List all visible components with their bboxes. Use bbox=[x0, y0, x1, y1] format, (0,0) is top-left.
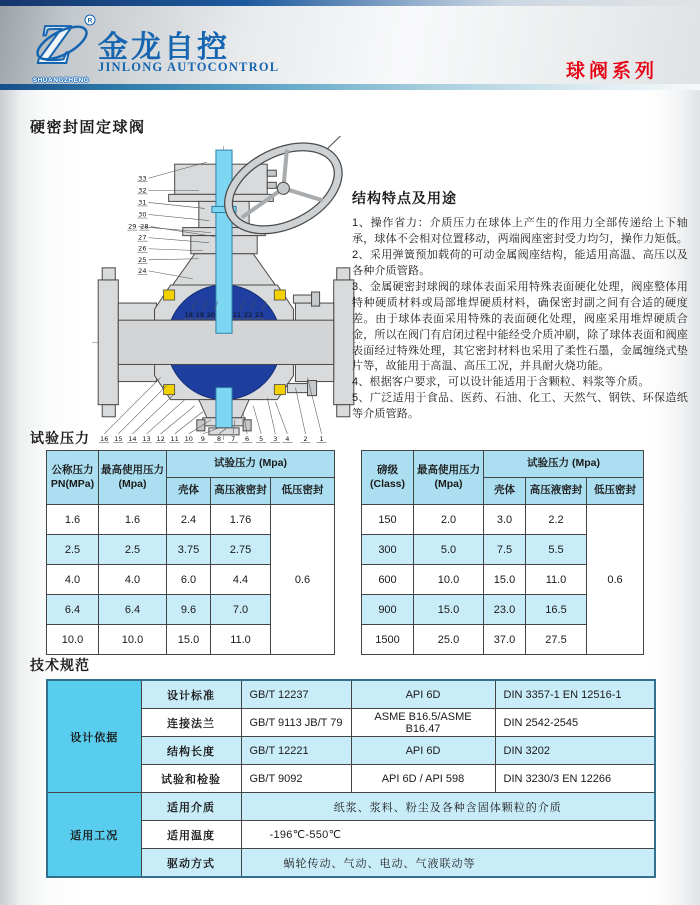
features-section bbox=[352, 188, 688, 423]
col-header-span: 试验压力 (Mpa) bbox=[484, 451, 644, 478]
cell: 900 bbox=[362, 595, 414, 625]
logo-z-glyph: Z bbox=[38, 14, 73, 76]
cell: 6.0 bbox=[167, 565, 211, 595]
cell: 7.0 bbox=[211, 595, 271, 625]
cell: 5.0 bbox=[414, 535, 484, 565]
cell: 11.0 bbox=[526, 565, 587, 595]
cell: 27.5 bbox=[526, 625, 587, 655]
group-label: 适用工况 bbox=[47, 793, 141, 878]
cell: 15.0 bbox=[484, 565, 526, 595]
callout-number: 33 bbox=[138, 174, 147, 183]
col-header: 最高使用压力 (Mpa) bbox=[99, 451, 167, 505]
cell: 6.4 bbox=[99, 595, 167, 625]
table-row bbox=[362, 505, 644, 535]
callout-number: 24 bbox=[138, 266, 147, 275]
callout-number: 16 bbox=[100, 434, 109, 443]
cell: 7.5 bbox=[484, 535, 526, 565]
callout-number: 23 bbox=[255, 311, 264, 320]
cell: 1.6 bbox=[47, 505, 99, 535]
col-header-span: 试验压力 (Mpa) bbox=[167, 451, 335, 478]
col-subheader: 低压密封 bbox=[271, 478, 335, 505]
company-name-cn: 金龙自控 bbox=[98, 31, 230, 64]
cell: 1.76 bbox=[211, 505, 271, 535]
low-seal-cell: 0.6 bbox=[271, 505, 335, 655]
features-paragraphs bbox=[352, 216, 688, 423]
cell: API 6D bbox=[351, 680, 495, 709]
row-label: 适用温度 bbox=[141, 821, 241, 849]
callout-number: 31 bbox=[138, 198, 147, 207]
col-subheader: 壳体 bbox=[167, 478, 211, 505]
cell: DIN 3202 bbox=[495, 737, 655, 765]
cell: 5.5 bbox=[526, 535, 587, 565]
cell: GB/T 9113 JB/T 79 bbox=[241, 709, 351, 737]
callout-number: 21 bbox=[232, 311, 242, 320]
row-label: 驱动方式 bbox=[141, 849, 241, 878]
company-logo-icon bbox=[30, 11, 102, 77]
row-label: 结构长度 bbox=[141, 737, 241, 765]
top-strip bbox=[0, 0, 700, 6]
cell: 2.2 bbox=[526, 505, 587, 535]
header-divider-bar bbox=[0, 84, 700, 90]
cell: 纸浆、浆料、粉尘及各种含固体颗粒的介质 bbox=[241, 793, 655, 821]
cell: 9.6 bbox=[167, 595, 211, 625]
header-row bbox=[362, 451, 644, 478]
callout-number: 13 bbox=[142, 434, 151, 443]
cell: 600 bbox=[362, 565, 414, 595]
callout-number: 20 bbox=[206, 311, 216, 320]
callout-number: 3 bbox=[273, 434, 278, 443]
col-header: 最高使用压力 (Mpa) bbox=[414, 451, 484, 505]
row-label: 连接法兰 bbox=[141, 709, 241, 737]
features-heading: 结构特点及用途 bbox=[352, 190, 457, 206]
cell: 2.75 bbox=[211, 535, 271, 565]
callout-number: 7 bbox=[230, 434, 236, 443]
col-header: 公称压力 PN(MPa) bbox=[47, 451, 99, 505]
callout-number: 27 bbox=[138, 233, 147, 242]
callout-number: 9 bbox=[200, 434, 205, 443]
callout-number: 6 bbox=[245, 434, 250, 443]
cell: ASME B16.5/ASME B16.47 bbox=[351, 709, 495, 737]
cell: 23.0 bbox=[484, 595, 526, 625]
cell: 11.0 bbox=[211, 625, 271, 655]
group-label: 设计依据 bbox=[47, 680, 141, 793]
svg-text:R: R bbox=[87, 17, 93, 25]
callout-number: 12 bbox=[156, 434, 165, 443]
callout-number: 32 bbox=[138, 186, 147, 195]
table-row bbox=[47, 680, 655, 709]
cell: 16.5 bbox=[526, 595, 587, 625]
feature-paragraph: 3、金属硬密封球阀的球体表面采用特殊表面硬化处理，阀座整体用特种硬质材料或局部堆焊硬质材料，确保密封副之间有合适的硬度差。由于球体表面采用特殊的表面硬化处理，阀座采用堆焊硬质合金，所以在阀门有启闭过程中能经受介质冲刷，除了球体表面和阀座表面经过特殊处理，其它密封材料也采用了柔性石墨，金属缠绕式垫片等，故能用于高温、高压工况，并具耐火烧功能。 bbox=[352, 280, 688, 373]
callout-number: 4 bbox=[285, 434, 290, 443]
tech-spec-heading: 技术规范 bbox=[30, 657, 90, 673]
cell: 3.75 bbox=[167, 535, 211, 565]
test-pressure-table-pn bbox=[46, 450, 335, 655]
series-label: 球阀系列 bbox=[565, 61, 658, 82]
tech-spec-table bbox=[46, 679, 656, 878]
callout-number: 22 bbox=[243, 311, 253, 320]
cell: 3.0 bbox=[484, 505, 526, 535]
cell: 1.6 bbox=[99, 505, 167, 535]
cell: 1500 bbox=[362, 625, 414, 655]
callout-number: 11 bbox=[170, 434, 179, 443]
cell: 15.0 bbox=[414, 595, 484, 625]
callout-number: 19 bbox=[195, 311, 204, 320]
feature-paragraph: 5、广泛适用于食品、医药、石油、化工、天然气、钢铁、环保造纸等介质管路。 bbox=[352, 392, 688, 421]
callout-number: 5 bbox=[259, 434, 264, 443]
cell: GB/T 12221 bbox=[241, 737, 351, 765]
cell: -196℃-550℃ bbox=[241, 821, 655, 849]
cell: 300 bbox=[362, 535, 414, 565]
cell: 10.0 bbox=[99, 625, 167, 655]
callout-number: 2 bbox=[303, 434, 308, 443]
col-header: 磅级 (Class) bbox=[362, 451, 414, 505]
callout-number: 15 bbox=[114, 434, 123, 443]
feature-paragraph: 1、操作省力：介质压力在球体上产生的作用力全部传递给上下轴承，球体不会相对位置移动，两端阀座密封受力均匀，操作力矩低。 bbox=[352, 217, 688, 245]
cell: DIN 2542-2545 bbox=[495, 709, 655, 737]
callout-number: 18 bbox=[184, 311, 193, 320]
page-title: 硬密封固定球阀 bbox=[30, 119, 146, 136]
col-subheader: 低压密封 bbox=[587, 478, 644, 505]
test-pressure-heading: 试验压力 bbox=[30, 430, 90, 446]
callout-number: 14 bbox=[128, 434, 137, 443]
cell: 37.0 bbox=[484, 625, 526, 655]
row-label: 适用介质 bbox=[141, 793, 241, 821]
col-subheader: 壳体 bbox=[484, 478, 526, 505]
cell: 25.0 bbox=[414, 625, 484, 655]
low-seal-cell: 0.6 bbox=[587, 505, 644, 655]
page-header bbox=[0, 0, 700, 84]
callout-number: 1 bbox=[319, 434, 324, 443]
cell: 15.0 bbox=[167, 625, 211, 655]
cell: 2.0 bbox=[414, 505, 484, 535]
callout-number: 8 bbox=[216, 434, 222, 443]
cell: 2.4 bbox=[167, 505, 211, 535]
feature-paragraph: 4、根据客户要求，可以设计能适用于含颗粒、料浆等介质。 bbox=[352, 376, 650, 389]
table-row bbox=[47, 793, 655, 821]
callout-number: 30 bbox=[138, 210, 147, 219]
cell: API 6D bbox=[351, 737, 495, 765]
cell: DIN 3230/3 EN 12266 bbox=[495, 765, 655, 793]
callout-number: 28 bbox=[140, 222, 149, 231]
cell: 4.0 bbox=[99, 565, 167, 595]
logo-subtext: SHUANGZHENG bbox=[32, 77, 90, 84]
cell: 10.0 bbox=[414, 565, 484, 595]
row-label: 设计标准 bbox=[141, 680, 241, 709]
cell: 2.5 bbox=[99, 535, 167, 565]
cell: API 6D / API 598 bbox=[351, 765, 495, 793]
callout-number: 10 bbox=[184, 434, 193, 443]
table-row bbox=[47, 505, 335, 535]
cell: 4.0 bbox=[47, 565, 99, 595]
cell: GB/T 12237 bbox=[241, 680, 351, 709]
header-row bbox=[47, 451, 335, 478]
cell: 4.4 bbox=[211, 565, 271, 595]
cell: GB/T 9092 bbox=[241, 765, 351, 793]
callout-number: 25 bbox=[138, 255, 147, 264]
callout-number: 29 bbox=[128, 222, 137, 231]
col-subheader: 高压液密封 bbox=[211, 478, 271, 505]
col-subheader: 高压液密封 bbox=[526, 478, 587, 505]
valve-section-drawing bbox=[90, 136, 362, 450]
cell: 10.0 bbox=[47, 625, 99, 655]
cell: DIN 3357-1 EN 12516-1 bbox=[495, 680, 655, 709]
company-name-en: JINLONG AUTOCONTROL bbox=[98, 60, 280, 74]
cell: 6.4 bbox=[47, 595, 99, 625]
test-pressure-table-class bbox=[361, 450, 644, 655]
cell: 2.5 bbox=[47, 535, 99, 565]
cell: 150 bbox=[362, 505, 414, 535]
cell: 蜗轮传动、气动、电动、气液联动等 bbox=[241, 849, 655, 878]
row-label: 试验和检验 bbox=[141, 765, 241, 793]
feature-paragraph: 2、采用弹簧预加载荷的可动金属阀座结构，能适用高温、高压以及各种介质管路。 bbox=[352, 248, 688, 277]
callout-number: 26 bbox=[138, 244, 147, 253]
